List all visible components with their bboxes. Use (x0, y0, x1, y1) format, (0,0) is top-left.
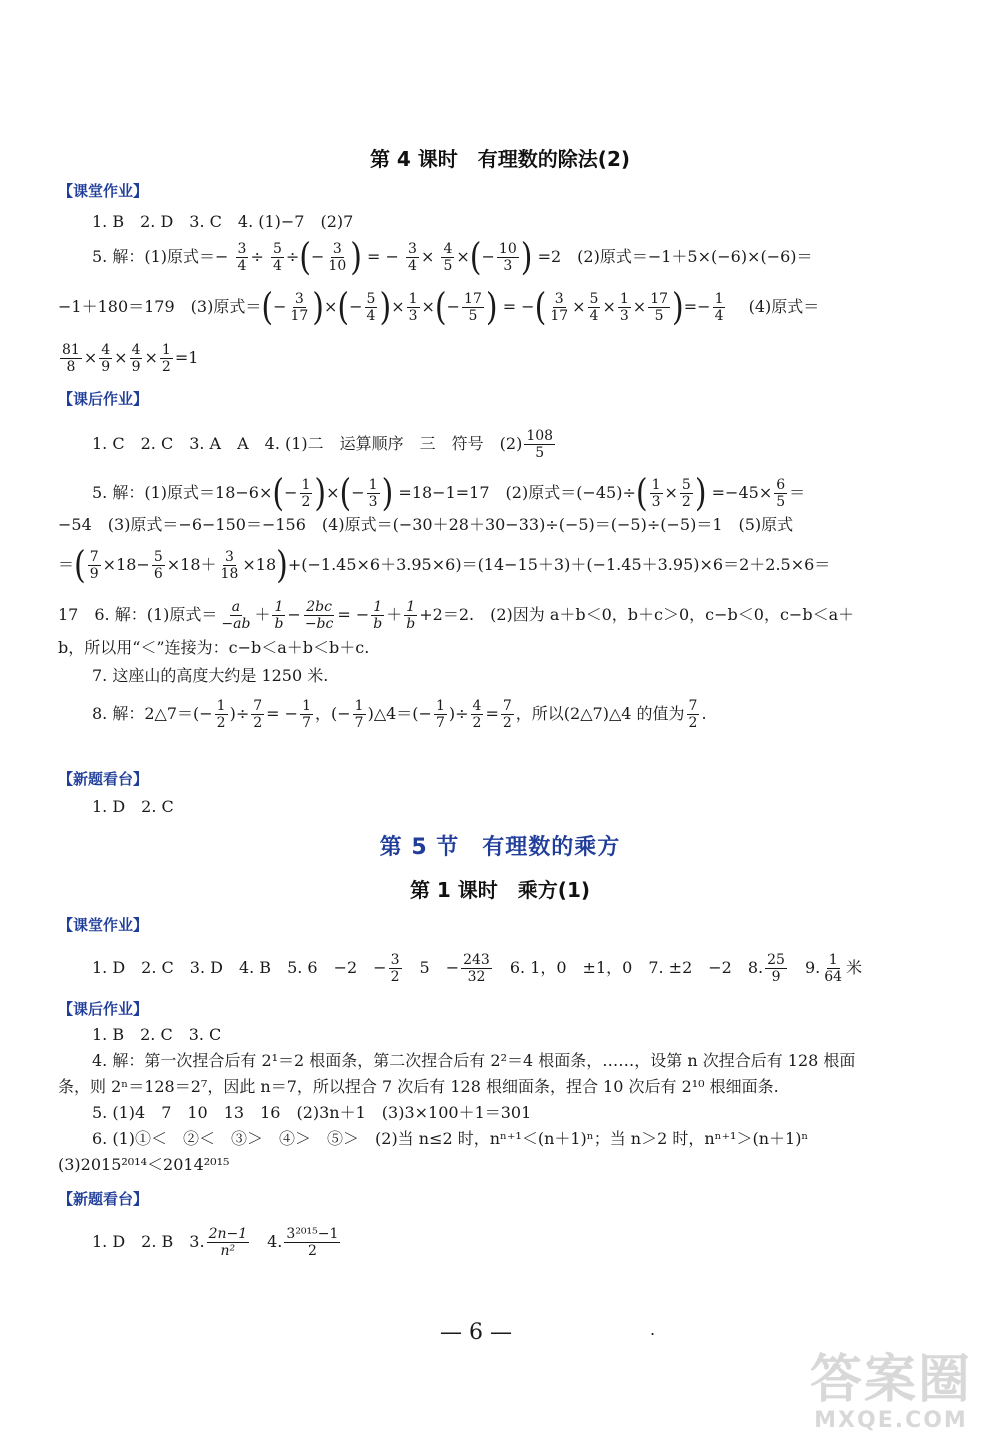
text: 5 − (403, 958, 460, 977)
answer-line: 5. 解：(1)原式＝− $\frac{3}{4}$ ÷ $\frac{5}{4}$ ÷(− $\frac{3}{10}$ ) = − $\frac{3}{4}$ × $\frac{4}{5}$ ×(− $\frac{10}{3}$ ) =2 (2)原式＝−1＋5×(−6)×(−6)＝ (92, 235, 813, 279)
fraction: $\frac{3}{10}$ (328, 241, 347, 274)
fraction: $\frac{1}{3}$ (368, 477, 378, 510)
fraction: $\frac{4}{9}$ (101, 342, 111, 375)
text: =1 (174, 348, 199, 367)
fraction: $\frac{25}{9}$ (767, 952, 785, 985)
fraction: $\frac{1}{2}$ (161, 342, 171, 375)
text: = (485, 704, 499, 723)
text: 5. 解：(1)原式＝18−6× (92, 483, 273, 502)
fraction: $\frac{108}{5}$ (526, 428, 554, 461)
answer-line: b，所以用“＜”连接为：c−b＜a＋b＜b＋c. (58, 638, 370, 657)
fraction: $\frac{1}{7}$ (302, 698, 311, 731)
fraction: $\frac{1}{b}$ (406, 599, 416, 632)
fraction: $\frac{7}{2}$ (688, 698, 698, 731)
tag-new-questions-1: 【新题看台】 (58, 770, 149, 788)
fraction: $\frac{4}{9}$ (131, 342, 141, 375)
answer-line (92, 698, 942, 731)
text: 1. D 2. C 3. D 4. B 5. 6 −2 − (92, 958, 387, 977)
text: )△4＝(− (367, 704, 432, 723)
fraction: $\frac{3}{4}$ (237, 241, 247, 274)
answer-line (92, 1226, 942, 1259)
answer-line: 17 6. 解：(1)原式＝ $\frac{a}{-ab}$ ＋ $\frac{1}{b}$ − $\frac{2bc}{-bc}$ = − $\frac{1}{b}$ ＋ $\frac{1}{b}$ +2＝2. (2)因为 a＋b＜0，b＋c＞0，c−b＜0，c−b＜a＋ (58, 599, 855, 632)
watermark-bottom: MXQE.COM (814, 1408, 968, 1433)
text: )÷ (448, 704, 469, 723)
fraction: $\frac{1}{4}$ (714, 291, 724, 324)
answer-line: 条，则 2ⁿ＝128＝2⁷，因此 n＝7，所以捏合 7 次后有 128 根细面条，捏合 10 次后有 2¹⁰ 根细面条. (58, 1077, 779, 1096)
watermark-logo (810, 1352, 972, 1433)
fraction: $\frac{3}{18}$ (220, 549, 239, 582)
section-5-title: 第 5 节 有理数的乘方 (379, 835, 621, 860)
stray-dot: . (650, 1320, 656, 1339)
text: 17 6. 解：(1)原式＝ (58, 605, 218, 624)
answer-line: 1. B 2. C 3. C (92, 1025, 222, 1044)
fraction: $\frac{243}{32}$ (463, 952, 490, 985)
fraction: $\frac{1}{2}$ (216, 698, 226, 731)
fraction: $\frac{17}{5}$ (464, 291, 482, 324)
text: 米 (846, 958, 863, 977)
tag-homework-1: 【课后作业】 (58, 390, 149, 408)
fraction: $\frac{1}{64}$ (824, 952, 843, 985)
text: 9. (788, 958, 821, 977)
fraction: $\frac{5}{6}$ (153, 549, 163, 582)
text: ，所以(2△7)△4 的值为 (515, 704, 685, 723)
text: 5. 解：(1)原式＝− (92, 247, 229, 266)
fraction: $\frac{2bc}{-bc}$ (304, 599, 334, 632)
text: =−45× (711, 483, 773, 502)
answer-line: $\frac{81}{8}$ × $\frac{4}{9}$ × $\frac{4}{9}$ × $\frac{1}{2}$ =1 (62, 342, 199, 375)
text: 6. 1，0 ±1，0 7. ±2 −2 8. (493, 958, 764, 977)
answer-line: −54 (3)原式＝−6−150＝−156 (4)原式＝(−30＋28＋30−33)÷(−5)＝(−5)÷(−5)＝1 (5)原式 (58, 515, 794, 534)
fraction: $\frac{17}{5}$ (650, 291, 669, 324)
fraction: $\frac{1}{b}$ (274, 599, 284, 632)
answer-line: 4. 解：第一次捏合后有 2¹＝2 根面条，第二次捏合后有 2²＝4 根面条，……，设第 n 次捏合后有 128 根面 (92, 1051, 856, 1070)
fraction: $\frac{3}{17}$ (290, 291, 309, 324)
tag-classwork-1: 【课堂作业】 (58, 182, 149, 200)
answer-line: ＝( $\frac{7}{9}$ ×18− $\frac{5}{6}$ ×18＋ $\frac{3}{18}$ ×18)+(−1.45×6＋3.95×6)＝(14−15＋3)＋(−1.45＋3.95)×6＝2＋2.5×6＝ (58, 543, 831, 587)
text: = − (502, 297, 535, 316)
text: +(−1.45×6＋3.95×6)＝(14−15＋3)＋(−1.45＋3.95)×6＝2＋2.5×6＝ (287, 555, 831, 574)
text: 4. (251, 1232, 283, 1251)
answer-line: 5. (1)4 7 10 13 16 (2)3n＋1 (3)3×100＋1＝301 (92, 1103, 532, 1122)
watermark-top: 答案圈 (809, 1350, 972, 1410)
text: (4)原式＝ (732, 297, 820, 316)
fraction: $\frac{1}{3}$ (408, 291, 418, 324)
fraction: $\frac{5}{4}$ (272, 241, 282, 274)
fraction: $\frac{1}{3}$ (619, 291, 629, 324)
text: . (701, 704, 707, 723)
text: = − (266, 704, 299, 723)
text: ，(− (315, 704, 351, 723)
tag-homework-2: 【课后作业】 (58, 1000, 149, 1018)
fraction: $\frac{3}{2}$ (390, 952, 400, 985)
text: 8. 解：2△7＝(− (92, 704, 213, 723)
answer-line (92, 428, 942, 461)
answer-line: 6. (1)①＜ ②＜ ③＞ ④＞ ⑤＞ (2)当 n≤2 时，nⁿ⁺¹＜(n＋1)ⁿ；当 n＞2 时，nⁿ⁺¹＞(n＋1)ⁿ (92, 1129, 809, 1148)
fraction: $\frac{7}{2}$ (502, 698, 512, 731)
fraction: $\frac{4}{2}$ (472, 698, 482, 731)
lesson-1-title: 第 1 课时 乘方(1) (409, 878, 591, 902)
text: =2 (2)原式＝−1＋5×(−6)×(−6)＝ (537, 247, 813, 266)
fraction: $\frac{a}{-ab}$ (221, 599, 251, 632)
answer-line: −1＋180＝179 (3)原式＝(− $\frac{3}{17}$ )×(− $\frac{5}{4}$ )× $\frac{1}{3}$ ×(− $\frac{17}{5}$ ) = −( $\frac{3}{17}$ × $\frac{5}{4}$ × $\frac{1}{3}$ × $\frac{17}{5}$ )=− $\frac{1}{4}$ (4)原式＝ (58, 285, 820, 329)
fraction: $\frac{\text{3²⁰¹⁵−1}}{2}$ (286, 1226, 339, 1259)
text: 1. D 2. B 3. (92, 1232, 205, 1251)
text: = − (337, 605, 370, 624)
text: −1＋180＝179 (3)原式＝ (58, 297, 262, 316)
fraction: $\frac{1}{b}$ (373, 599, 383, 632)
tag-classwork-2: 【课堂作业】 (58, 916, 149, 934)
lesson-4-title: 第 4 课时 有理数的除法(2) (369, 147, 631, 171)
answer-line: 1. B 2. D 3. C 4. (1)−7 (2)7 (92, 212, 354, 231)
fraction: $\frac{5}{2}$ (681, 477, 691, 510)
text: +2＝2. (2)因为 a＋b＜0，b＋c＞0，c−b＜0，c−b＜a＋ (419, 605, 855, 624)
fraction: $\frac{7}{2}$ (253, 698, 263, 731)
fraction: $\frac{1}{3}$ (651, 477, 661, 510)
text: 1. C 2. C 3. A A 4. (1)二 运算顺序 三 符号 (2) (92, 434, 523, 453)
fraction: $\frac{3}{17}$ (550, 291, 569, 324)
fraction: $\frac{1}{7}$ (435, 698, 445, 731)
answer-line: 7. 这座山的高度大约是 1250 米. (92, 666, 329, 685)
fraction: $\frac{6}{5}$ (776, 477, 786, 510)
fraction: $\frac{2n-1}{\text{n²}}$ (208, 1226, 248, 1259)
fraction: $\frac{3}{4}$ (408, 241, 417, 274)
answer-line: 1. D 2. C (92, 797, 174, 816)
fraction: $\frac{10}{3}$ (498, 241, 517, 274)
text: =18−1=17 (2)原式＝(−45)÷ (398, 483, 636, 502)
answer-line (92, 952, 942, 985)
fraction: $\frac{5}{4}$ (589, 291, 599, 324)
page-number: — 6 — (440, 1320, 512, 1345)
fraction: $\frac{81}{8}$ (62, 342, 80, 375)
fraction: $\frac{1}{2}$ (301, 477, 311, 510)
fraction: $\frac{1}{7}$ (354, 698, 364, 731)
text: = − (367, 247, 399, 266)
answer-line: (3)2015²⁰¹⁴＜2014²⁰¹⁵ (58, 1155, 230, 1174)
fraction: $\frac{4}{5}$ (443, 241, 453, 274)
tag-new-questions-2: 【新题看台】 (58, 1190, 149, 1208)
fraction: $\frac{5}{4}$ (366, 291, 376, 324)
answer-line: 5. 解：(1)原式＝18−6×(− $\frac{1}{2}$ )×(− $\frac{1}{3}$ ) =18−1=17 (2)原式＝(−45)÷( $\frac{1}{3}$ × $\frac{5}{2}$ ) =−45× $\frac{6}{5}$ ＝ (92, 471, 806, 515)
fraction: $\frac{7}{9}$ (89, 549, 99, 582)
text: )÷ (229, 704, 250, 723)
